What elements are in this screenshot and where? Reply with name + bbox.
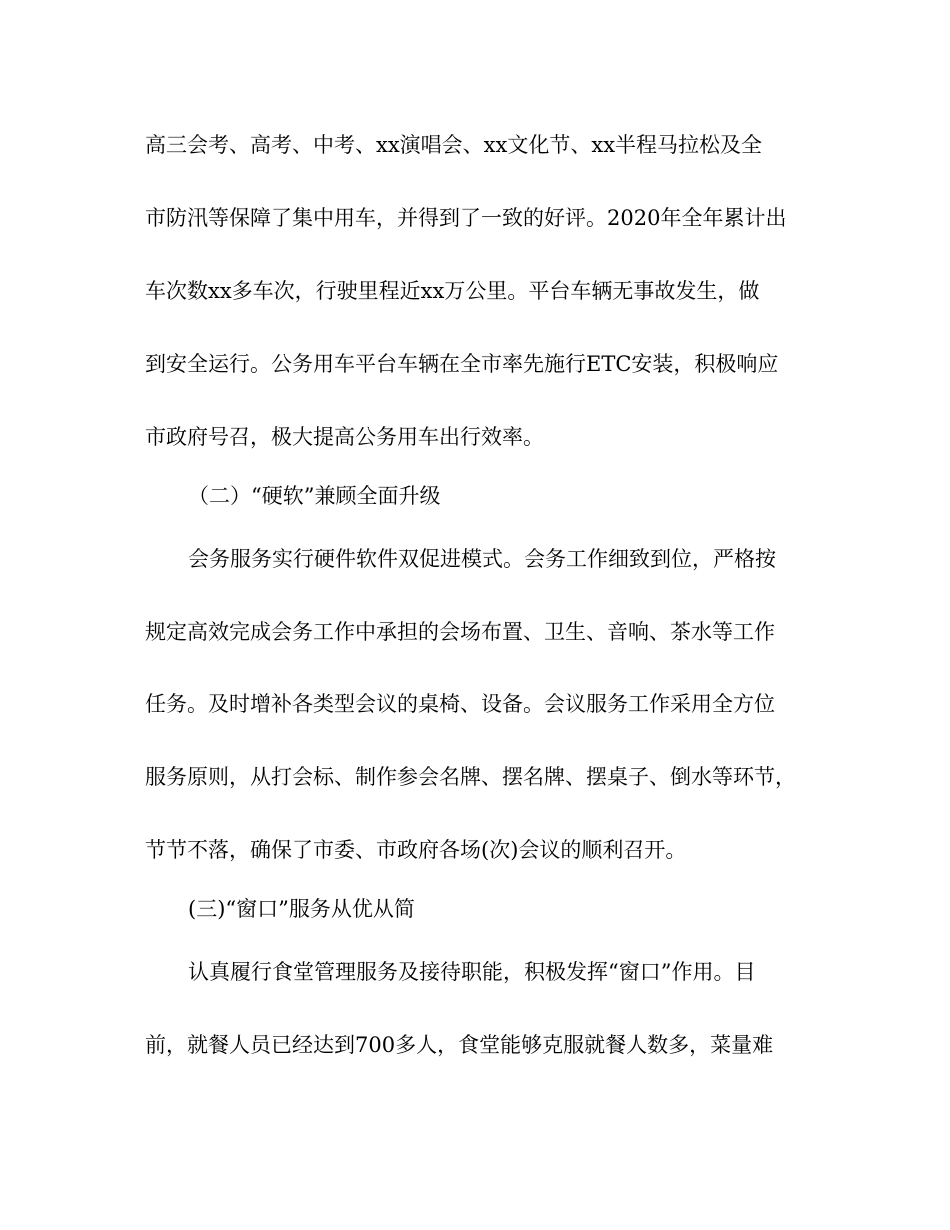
- paragraph-continuation: 节节不落，确保了市委、市政府各场(次)会议的顺利召开。: [145, 838, 687, 862]
- paragraph-first-line: 会务服务实行硬件软件双促进模式。会务工作细致到位，严格按: [188, 547, 776, 571]
- paragraph-continuation: 前，就餐人员已经达到700多人，食堂能够克服就餐人数多，菜量难: [145, 1033, 774, 1057]
- paragraph-first-line: 认真履行食堂管理服务及接待职能，积极发挥“窗口”作用。目: [188, 960, 756, 984]
- section-heading-text: （二）“硬软”兼顾全面升级: [188, 484, 441, 508]
- paragraph-continuation: 市防汛等保障了集中用车，并得到了一致的好评。2020年全年累计出: [145, 206, 787, 230]
- paragraph-continuation: 高三会考、高考、中考、xx演唱会、xx文化节、xx半程马拉松及全: [145, 133, 763, 157]
- paragraph-continuation: 服务原则，从打会标、制作参会名牌、摆名牌、摆桌子、倒水等环节，: [145, 765, 796, 789]
- paragraph-continuation: 任务。及时增补各类型会议的桌椅、设备。会议服务工作采用全方位: [145, 692, 775, 716]
- section-heading-text: (三)“窗口”服务从优从简: [188, 897, 415, 921]
- paragraph-continuation: 规定高效完成会务工作中承担的会场布置、卫生、音响、茶水等工作: [145, 620, 775, 644]
- paragraph-continuation: 车次数xx多车次，行驶里程近xx万公里。平台车辆无事故发生，做: [145, 279, 760, 303]
- paragraph-continuation: 到安全运行。公务用车平台车辆在全市率先施行ETC安装，积极响应: [145, 352, 779, 376]
- paragraph-continuation: 市政府号召，极大提高公务用车出行效率。: [145, 425, 544, 449]
